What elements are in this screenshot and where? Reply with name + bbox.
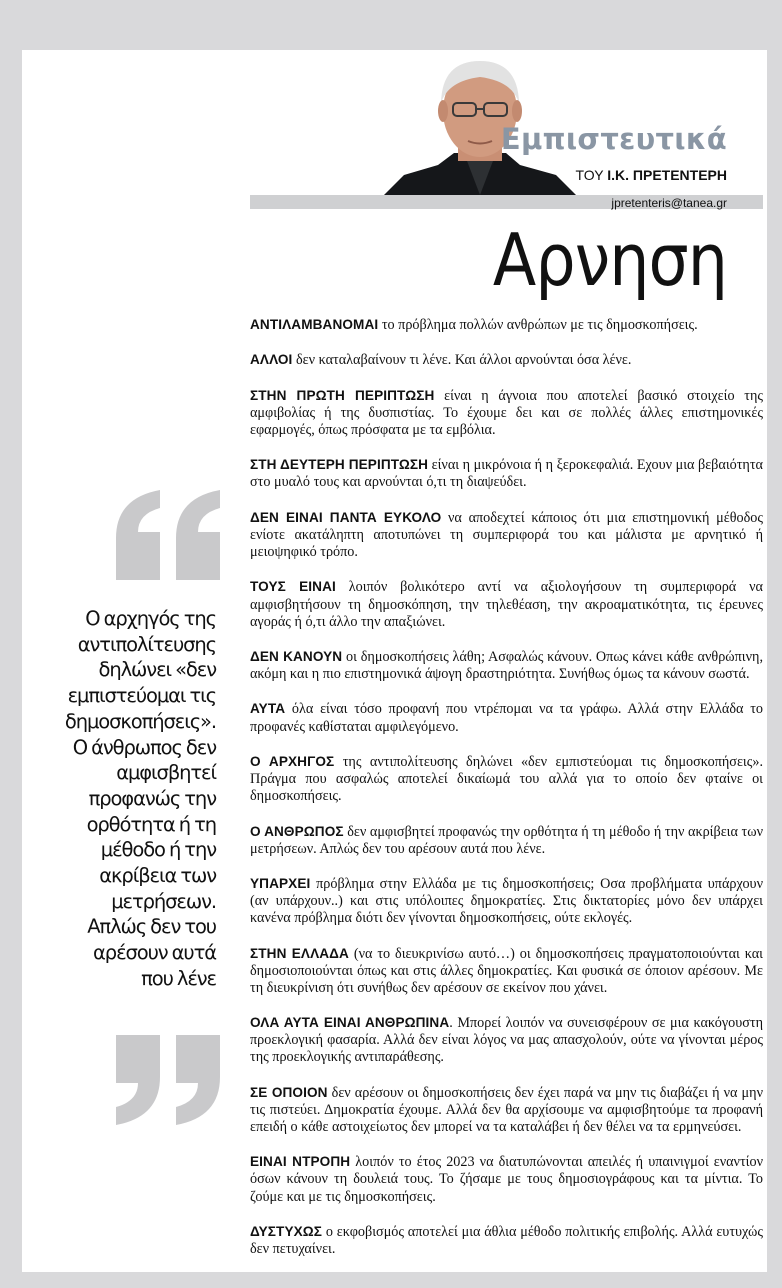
paragraph bbox=[250, 1153, 763, 1205]
paragraph-lead: ΤΟΥΣ ΕΙΝΑΙ bbox=[250, 579, 336, 595]
paragraph-text: λοιπόν το έτος 2023 να διατυπώνονται απειλές ή υπαινιγμοί εναντίον όσων κάνουν τη δουλειά τους. Το ζήσαμε με τους δημοσιογράφους και τα μίντια. Το ζούμε και με τις δημοσκοπήσεις. bbox=[250, 1154, 763, 1205]
paragraph-lead: ΕΙΝΑΙ ΝΤΡΟΠΗ bbox=[250, 1154, 351, 1170]
headline: Αρνηση bbox=[492, 218, 727, 302]
paragraph bbox=[250, 578, 763, 630]
paragraph-text: δεν αρέσουν οι δημοσκοπήσεις δεν έχει παρά να μην τις διαβάζει ή να μην τις πιστεύει. Δημοκρατία έχουμε. Αλλά δεν θα αρχίσουμε να αμφισβητούμε τα προφανή επειδή ο κάθε αστοιχείωτος δεν μπορεί να τα καταλάβει ή δεν θέλει να τα ερμηνεύσει. bbox=[250, 1084, 763, 1135]
paragraph-lead: Ο ΑΝΘΡΩΠΟΣ bbox=[250, 823, 344, 839]
column-name: Εμπιστευτικά bbox=[500, 122, 727, 156]
paragraph-lead: ΟΛΑ ΑΥΤΑ ΕΙΝΑΙ ΑΝΘΡΩΠΙΝΑ bbox=[250, 1015, 450, 1031]
newspaper-page bbox=[22, 50, 767, 1272]
paragraph-text: λοιπόν βολικότερο αντί να αξιολογήσουν τη συμπεριφορά να αμφισβητήσουν τη δημοσκόπηση, την τηλεθέαση, την ακροαματικότητα, τις έρευνες αγοράς ή ό,τι άλλο την απαξιώνει. bbox=[250, 579, 763, 630]
paragraph bbox=[250, 700, 763, 735]
paragraph bbox=[250, 1223, 763, 1258]
paragraph-text: . Μπορεί λοιπόν να συνεισφέρουν σε μια κακόγουστη προεκλογική φασαρία. Αλλά δεν είναι λόγος να μας απασχολούν, ούτε να γίνονται μέρος της προεκλογικής αντιπαράθεσης. bbox=[250, 1015, 764, 1066]
author-email[interactable]: jpretenteris@tanea.gr bbox=[611, 196, 727, 210]
paragraph-lead: ΑΥΤΑ bbox=[250, 701, 286, 717]
article-body bbox=[250, 316, 763, 1275]
paragraph bbox=[250, 648, 763, 683]
paragraph bbox=[250, 456, 763, 491]
paragraph-lead: ΑΝΤΙΛΑΜΒΑΝΟΜΑΙ bbox=[250, 317, 379, 332]
paragraph-text: το πρόβλημα πολλών ανθρώπων με τις δημοσκοπήσεις. bbox=[378, 317, 698, 333]
paragraph-text: είναι η μικρόνοια ή η ξεροκεφαλιά. Εχουν μια βεβαιότητα στο μυαλό τους και αρνούνται ό,τι τη διαψεύδει. bbox=[250, 457, 763, 491]
paragraph bbox=[250, 945, 763, 997]
paragraph-text: ο εκφοβισμός αποτελεί μια άθλια μέθοδο πολιτικής επιβολής. Αλλά ευτυχώς δεν πετυχαίνει. bbox=[250, 1223, 763, 1258]
paragraph bbox=[250, 387, 763, 439]
paragraph bbox=[250, 509, 763, 561]
paragraph-lead: ΣΤΗΝ ΠΡΩΤΗ ΠΕΡΙΠΤΩΣΗ bbox=[250, 387, 435, 403]
close-quote-icon bbox=[114, 1035, 224, 1125]
paragraph-text: να αποδεχτεί κάποιος ότι μια επιστημονική μέθοδος ενίοτε ακατάληπτη αποτυπώνει τη συμπεριφορά του και μάλιστα με αρνητικό ή μειοψηφικό τρόπο. bbox=[250, 509, 764, 561]
paragraph-lead: ΑΛΛΟΙ bbox=[250, 352, 293, 368]
paragraph-text: πρόβλημα στην Ελλάδα με τις δημοσκοπήσεις; Οσα προβλήματα υπάρχουν (αν υπάρχουν..) και στις υπόλοιπες δημοκρατίες. Στις δικτατορίες μόνο δεν υπάρχει κανένα πρόβλημα διότι δεν γίνονται δημοσκοπήσεις, ούτε εκλογές. bbox=[250, 876, 763, 927]
byline-prefix: ΤΟΥ bbox=[575, 167, 604, 183]
byline bbox=[575, 167, 727, 183]
paragraph-lead: ΣΤΗΝ ΕΛΛΑΔΑ bbox=[250, 945, 349, 961]
paragraph bbox=[250, 1014, 763, 1066]
paragraph-text: (να το διευκρινίσω αυτό…) οι δημοσκοπήσεις πραγματοποιούνται και δημοσιοποιούνται όπως και στις άλλες δημοκρατίες. Και φυσικά σε όποιον αρέσουν. Με τη διευκρίνιση ότι συνήθως δεν αρέσουν σε εκείνον που χάνει. bbox=[250, 945, 763, 996]
paragraph-lead: ΣΤΗ ΔΕΥΤΕΡΗ ΠΕΡΙΠΤΩΣΗ bbox=[250, 457, 429, 473]
paragraph-text: δεν καταλαβαίνουν τι λένε. Και άλλοι αρνούνται όσα λένε. bbox=[292, 352, 632, 369]
paragraph-text: οι δημοσκοπήσεις λάθη; Ασφαλώς κάνουν. Οπως κάνει κάθε ανθρώπινη, ακόμη και η πιο επιστημονικά άψογη δραστηριότητα. Συνήθως όμως τα κάνουν σωστά. bbox=[250, 649, 763, 683]
paragraph bbox=[250, 753, 763, 805]
paragraph-text: της αντιπολίτευσης δηλώνει «δεν εμπιστεύομαι τις δημοσκοπήσεις». Πράγμα που ασφαλώς αποτελεί δικαίωμά του αλλά για το οποίο δεν φταίνε οι δημοσκοπήσεις. bbox=[250, 753, 763, 805]
paragraph-text: όλα είναι τόσο προφανή που ντρέπομαι να τα γράφω. Αλλά στην Ελλάδα το προφανές καθίσταται αμφιλεγόμενο. bbox=[250, 701, 763, 735]
paragraph-lead: ΣΕ ΟΠΟΙΟΝ bbox=[250, 1084, 328, 1100]
open-quote-icon bbox=[114, 490, 224, 580]
byline-author: Ι.Κ. ΠΡΕΤΕΝΤΕΡΗ bbox=[607, 167, 727, 183]
paragraph-lead: ΔΕΝ ΚΑΝΟΥΝ bbox=[250, 649, 343, 664]
paragraph-text: είναι η άγνοια που αποτελεί βασικό στοιχείο της αμφιβολίας ή της δυσπιστίας. Το έχουμε δει και σε πολλές άλλες επιστημονικές εφαρμογές, όπως πρόσφατα με τα εμβόλια. bbox=[250, 387, 763, 438]
paragraph-lead: ΔΥΣΤΥΧΩΣ bbox=[250, 1223, 323, 1239]
paragraph bbox=[250, 823, 763, 858]
paragraph-lead: ΔΕΝ ΕΙΝΑΙ ΠΑΝΤΑ ΕΥΚΟΛΟ bbox=[250, 509, 442, 525]
paragraph-lead: ΥΠΑΡΧΕΙ bbox=[250, 876, 311, 892]
paragraph bbox=[250, 351, 763, 369]
paragraph bbox=[250, 1084, 763, 1136]
paragraph bbox=[250, 316, 763, 334]
paragraph-lead: Ο ΑΡΧΗΓΟΣ bbox=[250, 753, 335, 769]
pull-quote: Ο αρχηγός της αντιπολίτευσης δηλώνει «δεν εμπιστεύομαι τις δημοσκοπήσεις». Ο άνθρωπος δεν αμφισβητεί προφανώς την ορθότητα ή τη μέθοδο ή την ακρίβεια των μετρήσεων. Απλώς δεν του αρέσουν αυτά που λένε bbox=[64, 607, 216, 990]
paragraph bbox=[250, 875, 763, 927]
paragraph-text: δεν αμφισβητεί προφανώς την ορθότητα ή τη μέθοδο ή την ακρίβεια των μετρήσεων. Απλώς δεν του αρέσουν αυτά που λένε. bbox=[250, 823, 763, 857]
